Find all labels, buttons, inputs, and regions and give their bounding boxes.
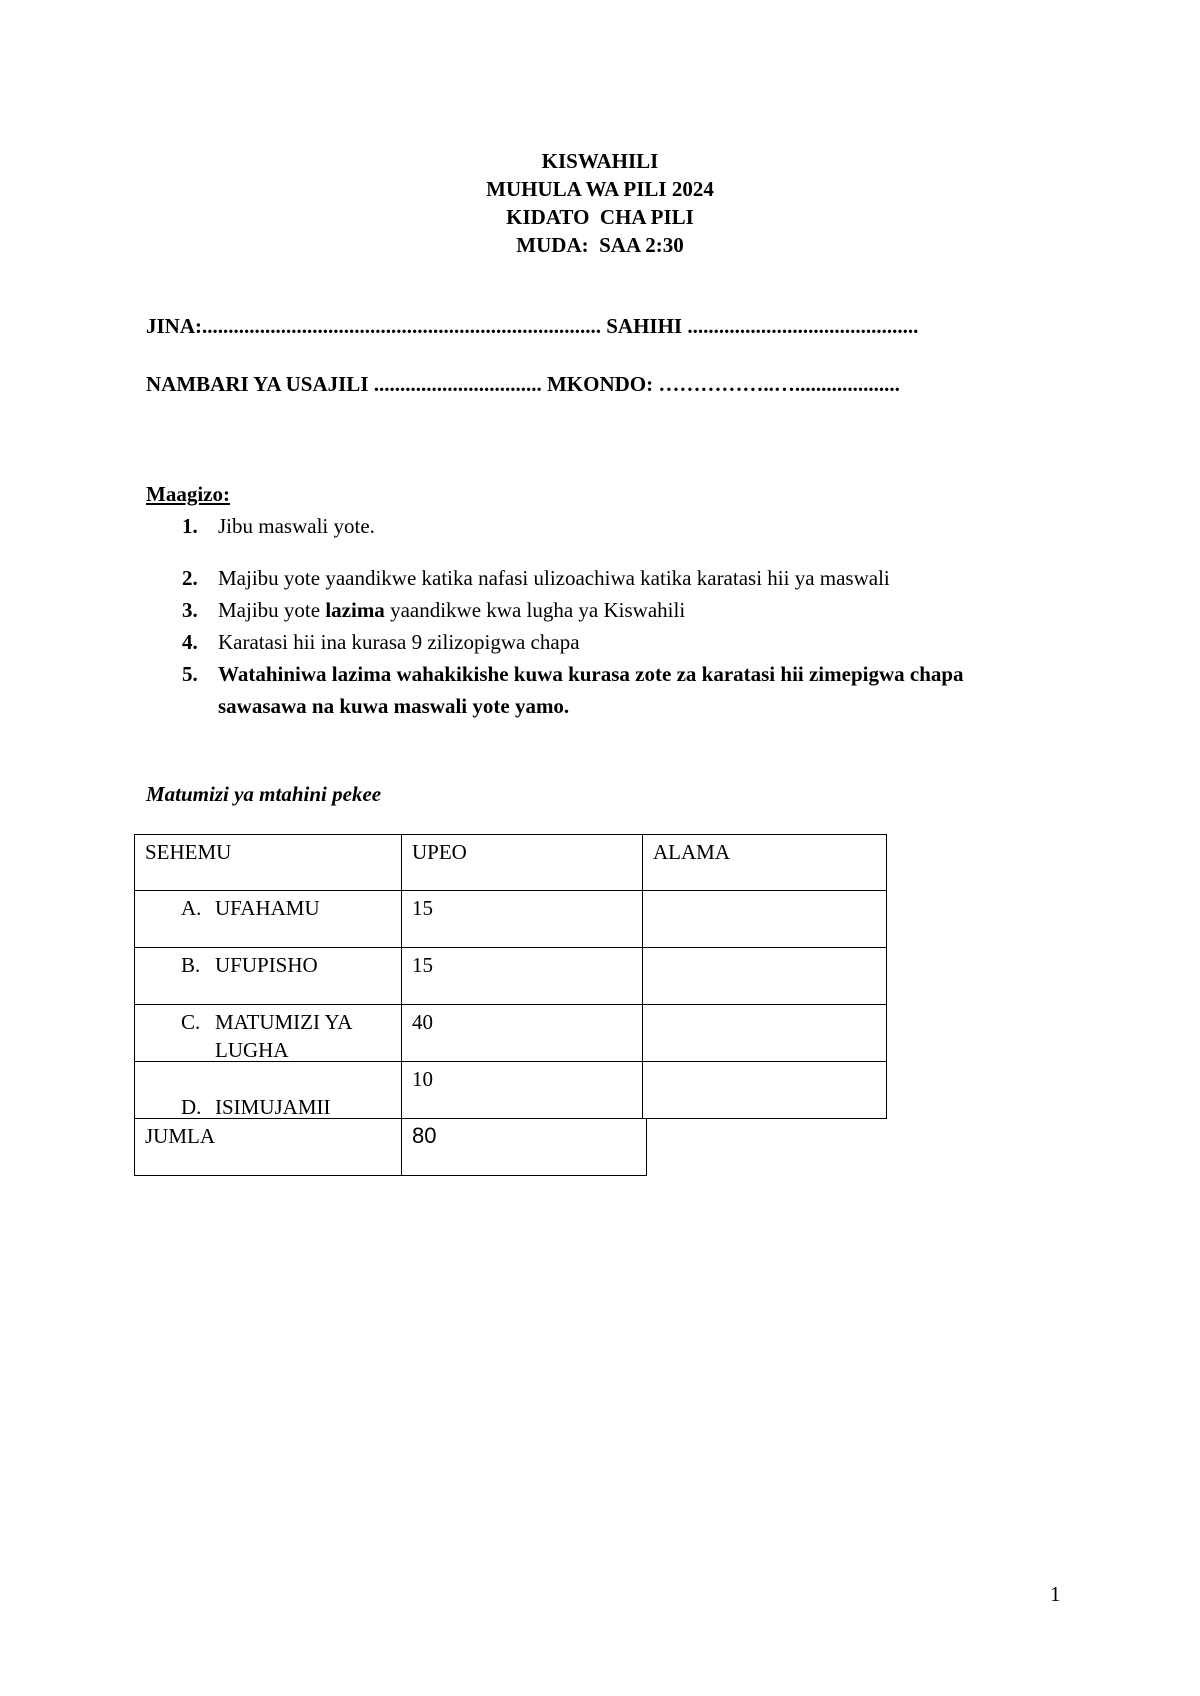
instruction-text-part: yaandikwe kwa lugha ya Kiswahili: [384, 598, 686, 622]
section-name: UFAHAMU: [215, 896, 320, 920]
instruction-number: 2.: [182, 566, 198, 590]
name-signature-line: JINA:............................................................................ SAHIHI ............................................: [146, 314, 919, 338]
instruction-number: 1.: [182, 514, 198, 538]
total-label: JUMLA: [134, 1118, 402, 1176]
section-letter: A.: [181, 896, 202, 920]
table-row-max: 10: [401, 1061, 643, 1119]
examiner-use-title: Matumizi ya mtahini pekee: [146, 782, 382, 806]
instruction-number: 4.: [182, 630, 198, 654]
instruction-text: Karatasi hii ina kurasa 9 zilizopigwa chapa: [218, 630, 580, 654]
total-value: 80: [401, 1118, 647, 1176]
instructions-title: Maagizo:: [146, 482, 230, 506]
instruction-emphasis: lazima: [325, 598, 385, 622]
table-row-section: [134, 1061, 402, 1119]
score-entry-cell[interactable]: [642, 890, 887, 948]
table-row-section: [134, 1004, 402, 1062]
table-row-max: 40: [401, 1004, 643, 1062]
section-name: ISIMUJAMII: [215, 1095, 331, 1119]
instruction-text: Jibu maswali yote.: [218, 514, 375, 538]
table-row-section: [134, 947, 402, 1005]
section-letter: C.: [181, 1010, 201, 1034]
table-header-max: UPEO: [401, 834, 643, 891]
section-name: MATUMIZI YA LUGHA: [215, 1010, 352, 1062]
score-entry-cell[interactable]: [642, 1061, 887, 1119]
time-title: MUDA: SAA 2:30: [516, 233, 684, 257]
instruction-text: Watahiniwa lazima wahakikishe kuwa kurasa zote za karatasi hii zimepigwa chapa sawasawa na kuwa maswali yote yamo.: [218, 662, 964, 718]
instruction-text-part: Majibu yote: [218, 598, 326, 622]
page-number: 1: [1050, 1582, 1061, 1606]
score-entry-cell[interactable]: [642, 1004, 887, 1062]
instruction-number: 3.: [182, 598, 198, 622]
registration-stream-line: NAMBARI YA USAJILI ................................ MKONDO: ……………..…....................: [146, 372, 900, 396]
subject-title: KISWAHILI: [541, 149, 659, 173]
table-row-max: 15: [401, 947, 643, 1005]
exam-header: [0, 147, 1200, 259]
instruction-text: Majibu yote yaandikwe katika nafasi ulizoachiwa katika karatasi hii ya maswali: [218, 566, 890, 590]
form-title: KIDATO CHA PILI: [506, 205, 694, 229]
table-row-section: [134, 890, 402, 948]
instruction-text: [218, 594, 1048, 626]
section-letter: B.: [181, 953, 201, 977]
section-letter: D.: [181, 1095, 202, 1119]
score-entry-cell[interactable]: [642, 947, 887, 1005]
section-name: UFUPISHO: [215, 953, 318, 977]
table-row-max: 15: [401, 890, 643, 948]
table-header-section: SEHEMU: [134, 834, 402, 891]
table-header-score: ALAMA: [642, 834, 887, 891]
term-title: MUHULA WA PILI 2024: [486, 177, 714, 201]
instruction-number: 5.: [182, 662, 198, 686]
